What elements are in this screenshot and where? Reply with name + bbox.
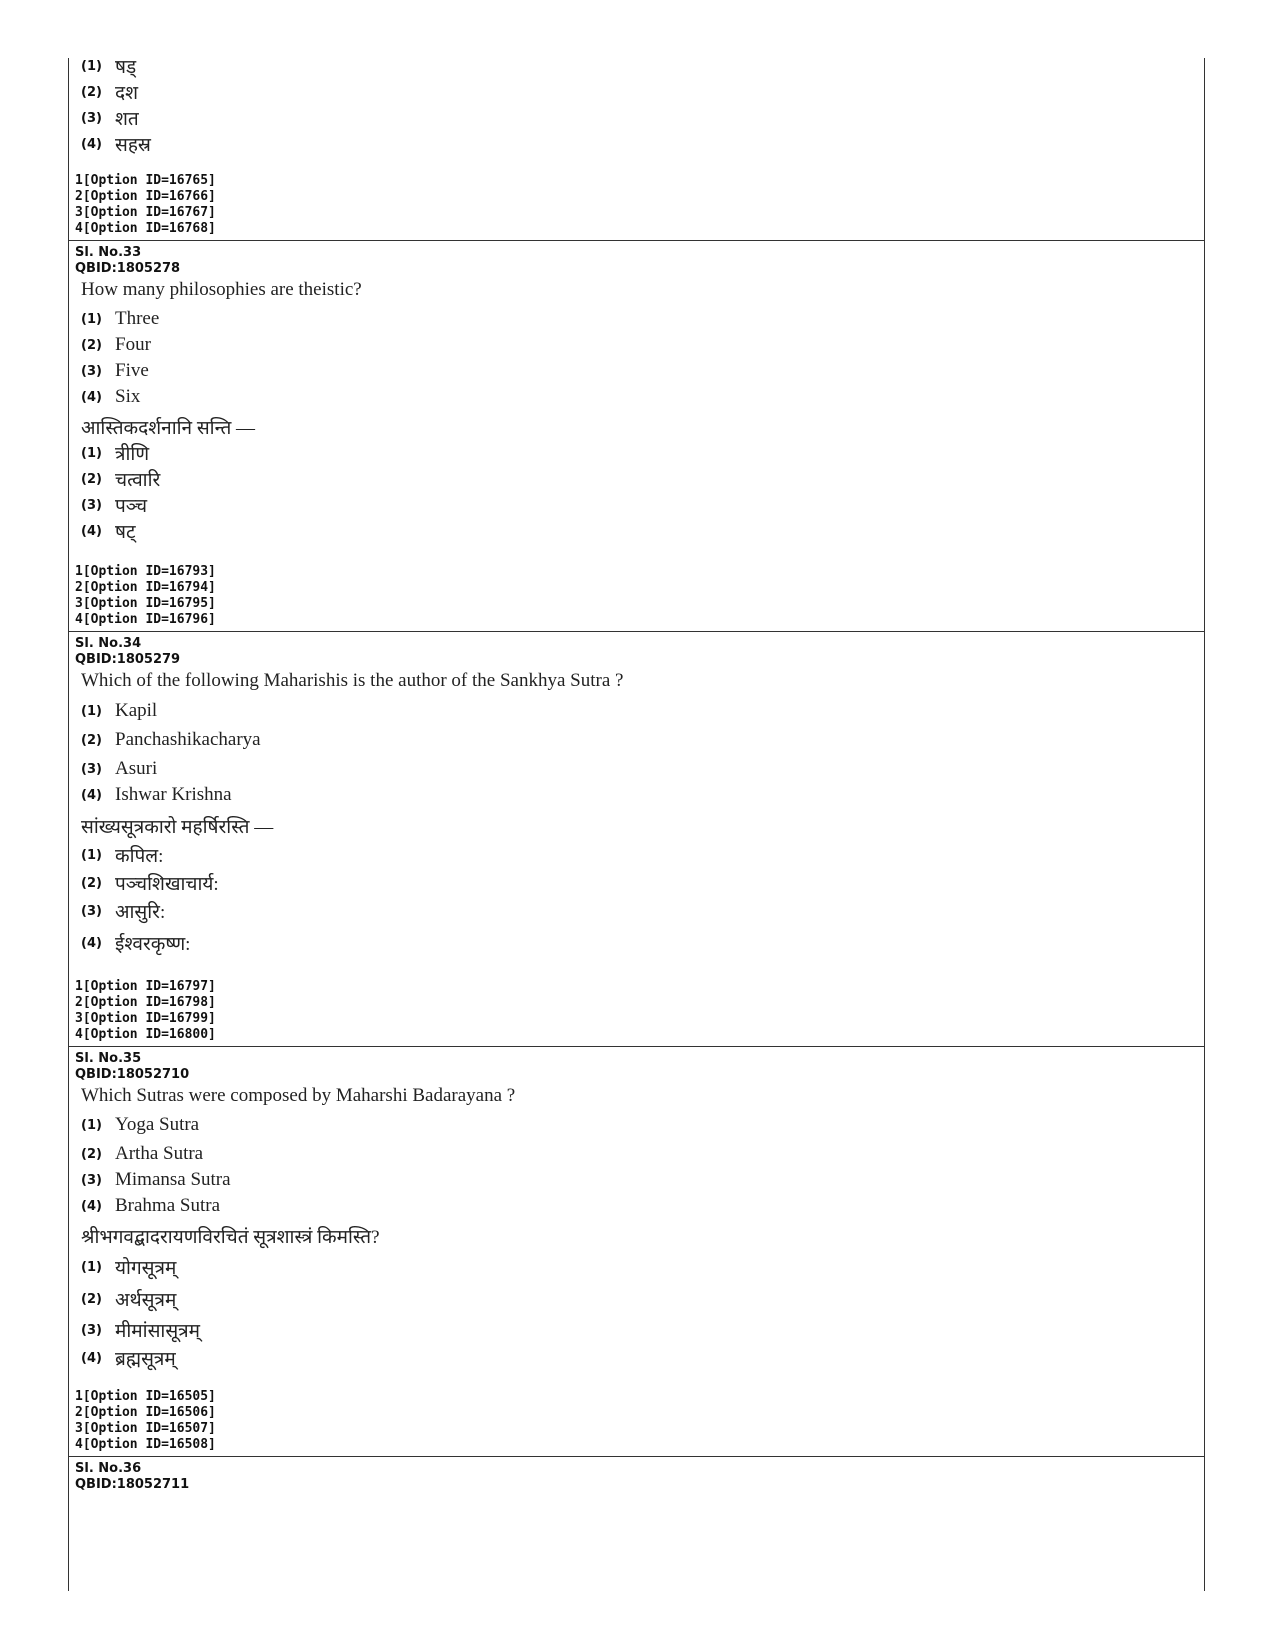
option-hi-1 — [81, 1254, 176, 1280]
serial-number: Sl. No.34 — [75, 636, 142, 651]
option-number: (2) — [81, 1291, 102, 1307]
option-hi-4 — [81, 518, 136, 544]
option-text: Yoga Sutra — [115, 1114, 200, 1135]
option-hi-3 — [81, 492, 147, 518]
option-id-list — [75, 173, 216, 237]
option-hi-1 — [81, 440, 149, 466]
option-number: (4) — [81, 1198, 102, 1214]
option-en-2 — [81, 1143, 203, 1165]
option-number: (4) — [81, 787, 102, 803]
option-en-1 — [81, 308, 159, 330]
question-block-33 — [69, 241, 1204, 631]
option-hi-1 — [81, 842, 163, 868]
question-paper-frame — [68, 58, 1205, 1591]
option-text: Mimansa Sutra — [115, 1169, 231, 1190]
option-number: (2) — [81, 1146, 102, 1162]
option-text: चत्वारि — [115, 470, 161, 491]
option-number: (3) — [81, 1322, 102, 1338]
option-id: 1[Option ID=16793] — [75, 564, 216, 579]
option-text: Six — [115, 386, 141, 407]
option-en-2 — [81, 729, 261, 751]
option-hi-3 — [81, 1317, 200, 1343]
option-number: (1) — [81, 311, 102, 327]
option-en-1 — [81, 700, 157, 722]
serial-number: Sl. No.33 — [75, 245, 142, 260]
option-id: 2[Option ID=16506] — [75, 1405, 216, 1420]
option-text: मीमांसासूत्रम् — [115, 1321, 201, 1342]
hindi-option-3 — [81, 105, 139, 131]
option-text: Asuri — [115, 758, 158, 779]
option-number: (1) — [81, 1117, 102, 1133]
option-text: षड् — [115, 57, 137, 78]
option-text: त्रीणि — [115, 444, 150, 465]
option-id: 2[Option ID=16798] — [75, 995, 216, 1010]
option-text: Panchashikacharya — [115, 729, 261, 750]
question-block-36 — [69, 1457, 1204, 1591]
option-en-4 — [81, 386, 140, 408]
option-id: 1[Option ID=16505] — [75, 1389, 216, 1404]
option-text: आसुरि: — [115, 902, 166, 923]
option-number: (3) — [81, 363, 102, 379]
option-number: (2) — [81, 337, 102, 353]
option-en-3 — [81, 1169, 231, 1191]
option-id: 2[Option ID=16794] — [75, 580, 216, 595]
option-text: अर्थसूत्रम् — [115, 1290, 177, 1311]
question-text-hi: आस्तिकदर्शनानि सन्ति — — [81, 418, 256, 439]
option-number: (1) — [81, 703, 102, 719]
option-id: 4[Option ID=16508] — [75, 1437, 216, 1452]
option-number: (4) — [81, 1350, 102, 1366]
qbid: QBID:18052711 — [75, 1477, 190, 1492]
option-text: योगसूत्रम् — [115, 1258, 177, 1279]
option-id: 4[Option ID=16796] — [75, 612, 216, 627]
option-id: 4[Option ID=16768] — [75, 221, 216, 236]
hindi-option-2 — [81, 79, 138, 105]
option-id: 3[Option ID=16507] — [75, 1421, 216, 1436]
question-text-en: How many philosophies are theistic? — [81, 279, 362, 300]
option-hi-3 — [81, 898, 165, 924]
option-en-3 — [81, 360, 149, 382]
option-en-4 — [81, 1195, 220, 1217]
option-number: (2) — [81, 84, 102, 100]
hindi-option-1 — [81, 53, 136, 79]
option-hi-2 — [81, 1286, 176, 1312]
option-text: Artha Sutra — [115, 1143, 204, 1164]
serial-number: Sl. No.35 — [75, 1051, 142, 1066]
option-text: ईश्वरकृष्ण: — [115, 934, 191, 955]
option-id: 3[Option ID=16799] — [75, 1011, 216, 1026]
option-hi-2 — [81, 466, 160, 492]
option-id-list — [75, 979, 216, 1043]
qbid: QBID:18052710 — [75, 1067, 190, 1082]
question-block-35 — [69, 1047, 1204, 1456]
option-id-list — [75, 564, 216, 628]
option-en-3 — [81, 758, 157, 780]
serial-number: Sl. No.36 — [75, 1461, 142, 1476]
option-number: (1) — [81, 58, 102, 74]
option-text: Ishwar Krishna — [115, 784, 232, 805]
hindi-option-4 — [81, 131, 151, 157]
option-text: पञ्च — [115, 496, 148, 517]
option-number: (3) — [81, 110, 102, 126]
option-text: पञ्चशिखाचार्य: — [115, 874, 219, 895]
option-number: (4) — [81, 523, 102, 539]
option-number: (3) — [81, 1172, 102, 1188]
option-text: Four — [115, 334, 151, 355]
option-text: Five — [115, 360, 149, 381]
option-number: (2) — [81, 471, 102, 487]
option-hi-4 — [81, 930, 190, 956]
option-number: (3) — [81, 497, 102, 513]
option-number: (3) — [81, 903, 102, 919]
option-number: (3) — [81, 761, 102, 777]
option-number: (4) — [81, 389, 102, 405]
question-block-partial — [69, 58, 1204, 240]
qbid: QBID:1805278 — [75, 261, 181, 276]
option-text: Three — [115, 308, 160, 329]
option-id: 2[Option ID=16766] — [75, 189, 216, 204]
question-text-hi: श्रीभगवद्बादरायणविरचितं सूत्रशास्त्रं किमस्ति? — [81, 1227, 380, 1248]
option-id: 4[Option ID=16800] — [75, 1027, 216, 1042]
option-number: (2) — [81, 875, 102, 891]
option-id: 3[Option ID=16767] — [75, 205, 216, 220]
question-text-hi: सांख्यसूत्रकारो महर्षिरस्ति — — [81, 817, 274, 838]
option-hi-4 — [81, 1345, 176, 1371]
option-number: (1) — [81, 847, 102, 863]
option-text: सहस्र — [115, 135, 151, 156]
option-text: Kapil — [115, 700, 158, 721]
option-text: शत — [115, 109, 139, 130]
option-en-1 — [81, 1114, 199, 1136]
option-number: (2) — [81, 732, 102, 748]
option-text: ब्रह्मसूत्रम् — [115, 1349, 176, 1370]
option-text: दश — [115, 83, 139, 104]
question-block-34 — [69, 632, 1204, 1046]
option-en-2 — [81, 334, 151, 356]
qbid: QBID:1805279 — [75, 652, 181, 667]
option-en-4 — [81, 784, 232, 806]
option-id-list — [75, 1389, 216, 1453]
option-id: 3[Option ID=16795] — [75, 596, 216, 611]
option-number: (1) — [81, 1259, 102, 1275]
option-number: (1) — [81, 445, 102, 461]
question-text-en: Which Sutras were composed by Maharshi Badarayana ? — [81, 1085, 516, 1106]
option-id: 1[Option ID=16765] — [75, 173, 216, 188]
option-text: षट् — [115, 522, 136, 543]
option-number: (4) — [81, 935, 102, 951]
option-hi-2 — [81, 870, 219, 896]
option-number: (4) — [81, 136, 102, 152]
option-id: 1[Option ID=16797] — [75, 979, 216, 994]
question-text-en: Which of the following Maharishis is the author of the Sankhya Sutra ? — [81, 670, 624, 691]
option-text: Brahma Sutra — [115, 1195, 221, 1216]
option-text: कपिल: — [115, 846, 164, 867]
